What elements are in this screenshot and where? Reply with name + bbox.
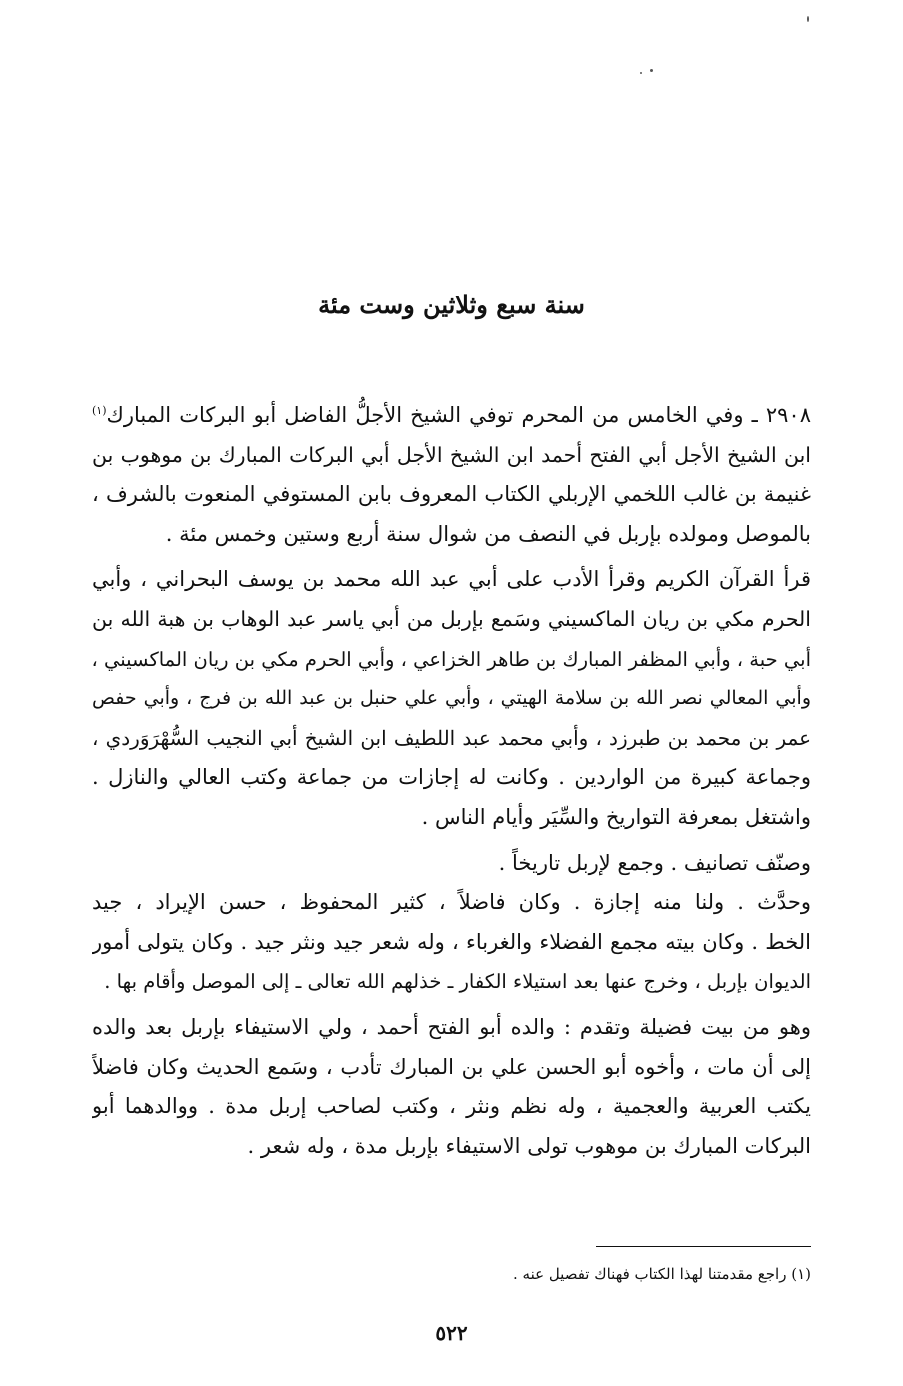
text-line: الخط . وكان بيته مجمع الفضلاء والغرباء ، وله شعر جيد ونثر جيد . وكان يتولى أمور xyxy=(92,929,811,954)
text-line: وصنّف تصانيف . وجمع لإربل تاريخاً . xyxy=(498,850,811,875)
text-line: ابن الشيخ الأجل أبي الفتح أحمد ابن الشيخ الأجل أبي البركات المبارك بن موهوب بن xyxy=(92,442,811,467)
footnote-divider xyxy=(596,1246,811,1247)
text-line: أبي حبة ، وأبي المظفر المبارك بن طاهر الخزاعي ، وأبي الحرم مكي بن ريان الماكسيني ، xyxy=(92,647,811,671)
text-line: واشتغل بمعرفة التواريخ والسِّيَر وأيام الناس . xyxy=(421,804,811,829)
text-line: الحرم مكي بن ريان الماكسيني وسَمع بإربل من أبي ياسر عبد الوهاب بن هبة الله بن xyxy=(92,606,811,631)
text-line: بالموصل ومولده بإربل في النصف من شوال سنة أربع وستين وخمس مئة . xyxy=(165,521,811,546)
text-line: الديوان بإربل ، وخرج عنها بعد استيلاء الكفار ـ خذلهم الله تعالى ـ إلى الموصل وأقام بها . xyxy=(104,970,811,994)
chapter-heading: سنة سبع وثلاثين وست مئة xyxy=(318,290,585,319)
text-line: يكتب العربية والعجمية ، وله نظم ونثر ، وكتب لصاحب إربل مدة . ووالدهما أبو xyxy=(92,1094,811,1119)
text-line: وجماعة كبيرة من الواردين . وكانت له إجازات من جماعة وكتب العالي والنازل . xyxy=(92,765,811,790)
paragraph-entry-2908 xyxy=(92,396,811,554)
scan-speck xyxy=(650,69,653,72)
text-line: وهو من بيت فضيلة وتقدم : والده أبو الفتح أحمد ، ولي الاستيفاء بإربل بعد والده xyxy=(92,1014,811,1039)
paragraph-family xyxy=(92,1008,811,1166)
text-line: إلى أن مات ، وأخوه أبو الحسن علي بن المبارك تأدب ، وسَمع الحديث وكان فاضلاً xyxy=(92,1054,811,1079)
text-line: غنيمة بن غالب اللخمي الإربلي الكتاب المعروف بابن المستوفي المنعوت بالشرف ، xyxy=(92,482,811,507)
footnote-ref[interactable]: (١) xyxy=(92,404,107,417)
text-line: البركات المبارك بن موهوب تولى الاستيفاء بإربل مدة ، وله شعر . xyxy=(247,1133,811,1158)
text-line: ٢٩٠٨ ـ وفي الخامس من المحرم توفي الشيخ الأجلُّ الفاضل أبو البركات المبارك$^{(١)}$ xyxy=(92,403,811,427)
text-line: وحدَّث . ولنا منه إجازة . وكان فاضلاً ، كثير المحفوظ ، حسن الإيراد ، جيد xyxy=(92,890,811,915)
text-line: عمر بن محمد بن طبرزد ، وأبي محمد عبد اللطيف ابن الشيخ أبي النجيب السُّهْرَوَردي ، xyxy=(92,725,811,750)
paragraph-teachers xyxy=(92,560,811,837)
paragraph-character xyxy=(92,883,811,1002)
paragraph-works xyxy=(92,844,811,884)
text-line: قرأ القرآن الكريم وقرأ الأدب على أبي عبد الله محمد بن يوسف البحراني ، وأبي xyxy=(92,567,811,592)
text-line: وأبي المعالي نصر الله بن سلامة الهيتي ، وأبي علي حنبل بن عبد الله بن فرج ، وأبي حفص xyxy=(92,687,811,710)
page-number: ٥٢٢ xyxy=(435,1321,468,1345)
footnote: (١) راجع مقدمتنا لهذا الكتاب فهناك تفصيل عنه . xyxy=(513,1265,811,1283)
body-text xyxy=(92,396,811,1166)
scan-speck xyxy=(807,16,809,22)
scan-speck xyxy=(640,72,642,74)
